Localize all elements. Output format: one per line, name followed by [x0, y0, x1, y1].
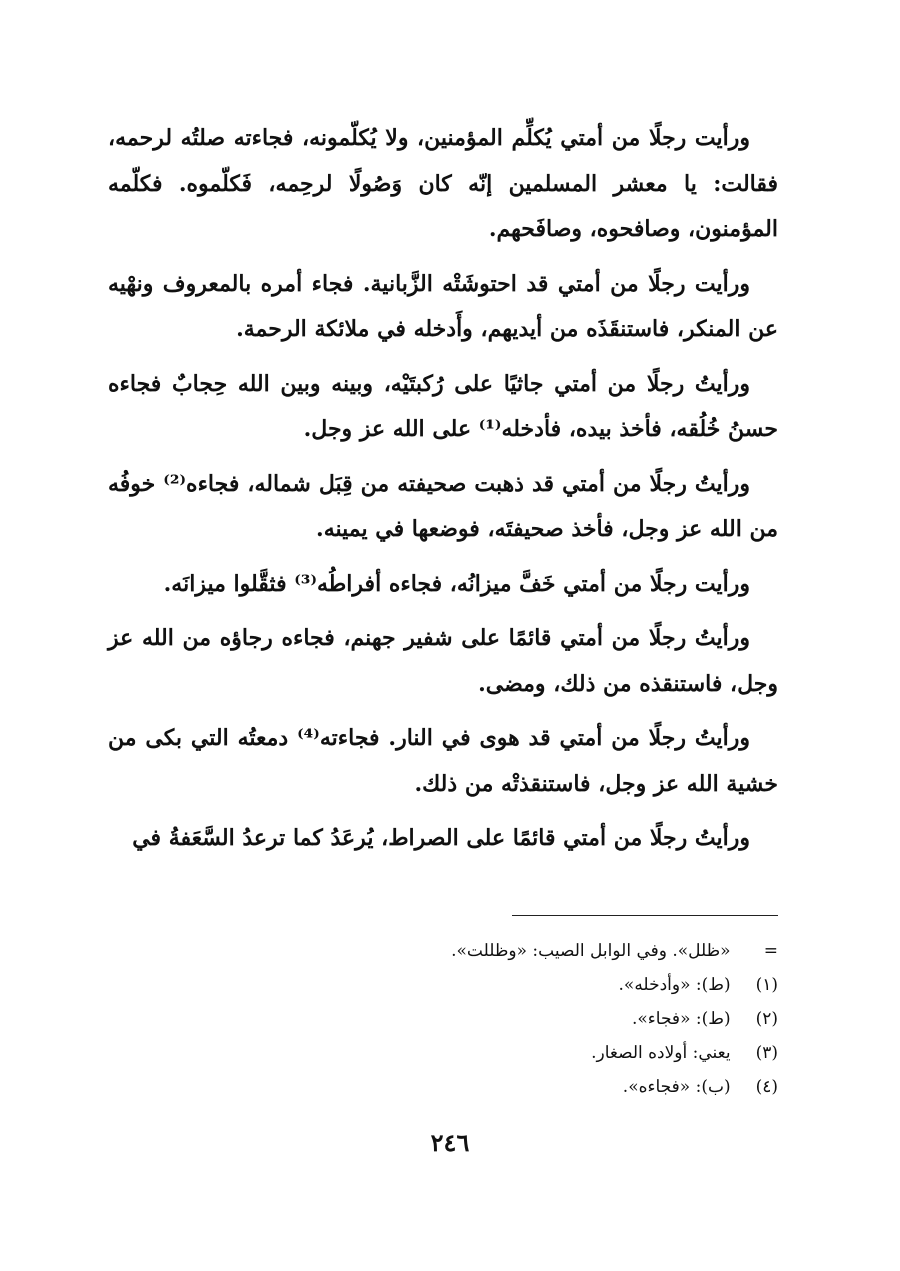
footnote-marker: (٢): [755, 1009, 778, 1029]
footnote-3: [108, 1036, 778, 1070]
footnote-separator: [512, 915, 778, 916]
paragraph-2: ورأيت رجلًا من أمتي قد احتوشَتْه الزَّبانية. فجاء أمره بالمعروف ونهْيه عن المنكر، فاستنقَذَه من أيديهم، وأَدخله في ملائكة الرحمة.: [108, 270, 778, 342]
paragraph-1: ورأيت رجلًا من أمتي يُكلِّم المؤمنين، ولا يُكلّمونه، فجاءته صلتُه لرحمه، فقالت: يا معشر المسلمين إنّه كان وَصُولًا لرحِمه، فَكلّموه. فكلّمه المؤمنون، وصافحوه، وصافَحهم.: [108, 125, 778, 242]
footnote-4: [108, 1070, 778, 1104]
paragraph-7: ورأيتُ رجلًا من أمتي قد هوى في النار. فجاءته⁽⁴⁾ دمعتُه التي بكى من خشية الله عز وجل، فاستنقذتْه من ذلك.: [108, 725, 778, 797]
footnote-marker: (٣): [755, 1043, 778, 1063]
main-text: [108, 116, 778, 871]
footnote-text: (ط): «فجاء».: [631, 1009, 731, 1029]
paragraph-5: ورأيت رجلًا من أمتي خَفَّ ميزانُه، فجاءه أفراطُه⁽³⁾ فثقَّلوا ميزانَه.: [163, 570, 750, 597]
footnote-text: «ظلل». وفي الوابل الصيب: «وظللت».: [451, 941, 731, 961]
footnotes: [108, 934, 778, 1104]
footnote-marker: (١): [755, 975, 778, 995]
footnote-text: يعني: أولاده الصغار.: [591, 1043, 731, 1063]
page-number: ٢٤٦: [430, 1128, 470, 1157]
footnote-text: (ب): «فجاءه».: [622, 1077, 731, 1097]
footnote-marker: (٤): [755, 1077, 778, 1097]
footnote-marker: =: [763, 941, 778, 961]
paragraph-4: ورأيتُ رجلًا من أمتي قد ذهبت صحيفته من قِبَل شماله، فجاءه⁽²⁾ خوفُه من الله عز وجل، فأخذ صحيفتَه، فوضعها في يمينه.: [108, 470, 778, 542]
paragraph-6: ورأيتُ رجلًا من أمتي قائمًا على شفير جهنم، فجاءه رجاؤه من الله عز وجل، فاستنقذه من ذلك، ومضى.: [108, 625, 778, 697]
footnote-2: [108, 1002, 778, 1036]
footnote-1: [108, 968, 778, 1002]
footnote-text: (ط): «وأدخله».: [618, 975, 731, 995]
footnote-continued: [108, 934, 778, 968]
paragraph-8: ورأيتُ رجلًا من أمتي قائمًا على الصراط، يُرعَدُ كما ترعدُ السَّعَفةُ في: [132, 825, 750, 851]
paragraph-3: ورأيتُ رجلًا من أمتي جاثيًا على رُكبتَيْه، وبينه وبين الله حِجابٌ فجاءه حسنُ خُلُقه، فأخذ بيده، فأدخله⁽¹⁾ على الله عز وجل.: [108, 370, 778, 442]
